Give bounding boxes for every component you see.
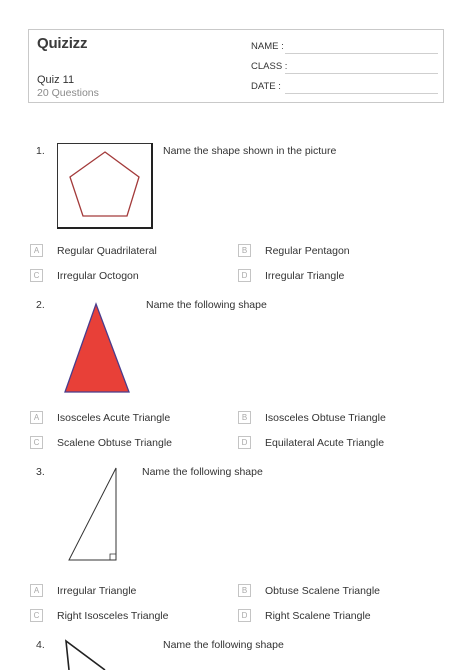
option-letter[interactable]: B [238,244,251,257]
question-text: Name the shape shown in the picture [163,145,337,157]
option-letter[interactable]: C [30,609,43,622]
date-line[interactable] [285,93,438,94]
class-line[interactable] [285,73,438,74]
question-number: 4. [36,639,45,651]
right-triangle-figure [67,466,119,562]
question-text: Name the following shape [142,466,263,478]
red-triangle-figure [62,302,132,394]
option-letter[interactable]: B [238,584,251,597]
quizizz-logo: Quizizz [37,35,88,52]
question-count: 20 Questions [37,87,99,99]
option-letter[interactable]: A [30,584,43,597]
question-text: Name the following shape [146,299,267,311]
option-letter[interactable]: A [30,411,43,424]
question-text: Name the following shape [163,639,284,651]
option-text[interactable]: Isosceles Acute Triangle [57,412,171,424]
option-letter[interactable]: C [30,269,43,282]
date-label: DATE : [251,81,281,92]
name-label: NAME : [251,41,284,52]
option-text[interactable]: Isosceles Obtuse Triangle [265,412,386,424]
option-text[interactable]: Irregular Octogon [57,270,139,282]
option-letter[interactable]: C [30,436,43,449]
option-text[interactable]: Scalene Obtuse Triangle [57,437,172,449]
option-text[interactable]: Right Scalene Triangle [265,610,371,622]
option-text[interactable]: Obtuse Scalene Triangle [265,585,380,597]
option-letter[interactable]: A [30,244,43,257]
triangle-figure-partial [63,639,108,670]
option-letter[interactable]: B [238,411,251,424]
class-label: CLASS : [251,61,288,72]
question-number: 2. [36,299,45,311]
option-letter[interactable]: D [238,609,251,622]
option-letter[interactable]: D [238,269,251,282]
worksheet-header [28,29,444,103]
option-text[interactable]: Regular Quadrilateral [57,245,157,257]
question-number: 3. [36,466,45,478]
option-text[interactable]: Equilateral Acute Triangle [265,437,385,449]
option-text[interactable]: Right Isosceles Triangle [57,610,169,622]
name-line[interactable] [285,53,438,54]
option-text[interactable]: Irregular Triangle [57,585,137,597]
option-text[interactable]: Regular Pentagon [265,245,350,257]
pentagon-figure [57,143,153,229]
option-text[interactable]: Irregular Triangle [265,270,345,282]
option-letter[interactable]: D [238,436,251,449]
quiz-title: Quiz 11 [37,74,75,86]
question-number: 1. [36,145,45,157]
